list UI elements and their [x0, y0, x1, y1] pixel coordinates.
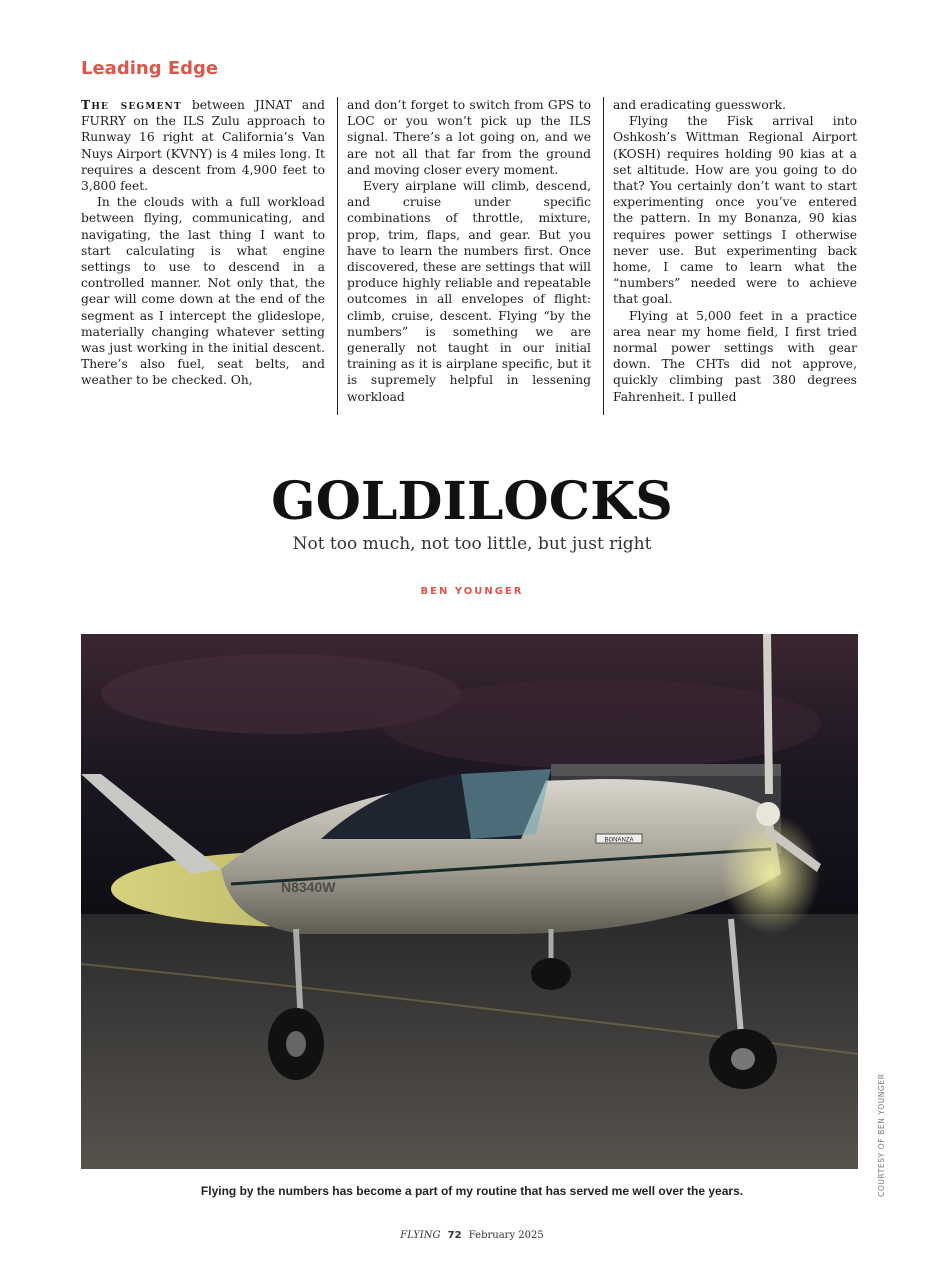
- lead-in: The segment: [81, 97, 182, 112]
- paragraph: and don’t forget to switch from GPS to LOC or you won’t pick up the ILS signal. There’s a lot going on, and we are not all that far from the ground and moving closer every moment.: [347, 98, 591, 177]
- paragraph-text: between JINAT and FURRY on the ILS Zulu approach to Runway 16 right at California’s Van Nuys Airport (KVNY) is 4 miles long. It requires a descent from 4,900 feet to 3,800 feet.: [81, 98, 325, 194]
- magazine-name: FLYING: [400, 1230, 441, 1241]
- photo-credit: COURTESY OF BEN YOUNGER: [877, 1073, 886, 1197]
- column-rule: [337, 97, 338, 415]
- right-gear-wheel: [531, 958, 571, 990]
- body-column-2: [347, 97, 591, 415]
- photo-caption: Flying by the numbers has become a part of my routine that has served me well over the years.: [200, 1184, 744, 1198]
- paragraph: Every airplane will climb, descend, and cruise under specific combinations of throttle, mixture, prop, trim, flaps, and gear. But you have to learn the numbers first. Once discovered, these are settings that will produce highly reliable and repeatable outcomes in all envelopes of flight: climb, cruise, descent. Flying “by the numbers” is something we are generally not taught in our initial training as it is airplane specific, but it is supremely helpful in lessening workload: [347, 179, 591, 404]
- airplane-illustration: [81, 634, 858, 1169]
- body-column-3: [613, 97, 857, 415]
- section-label: Leading Edge: [81, 58, 219, 79]
- paragraph: and eradicating guesswork.: [613, 98, 786, 112]
- byline: BEN YOUNGER: [420, 586, 524, 597]
- tail-number: N8340W: [281, 879, 336, 895]
- paragraph: In the clouds with a full workload between flying, communicating, and navigating, the last thing I want to start calculating is what engine settings to use to descend in a controlled manner. Not only that, the gear will come down at the end of the segment as I intercept the glideslope, materially changing whatever setting was just working in the initial descent. There’s also fuel, seat belts, and weather to be checked. Oh,: [81, 195, 325, 388]
- column-rule: [603, 97, 604, 415]
- page-number: 72: [447, 1230, 462, 1241]
- article-photo: [81, 634, 858, 1169]
- paragraph: Flying at 5,000 feet in a practice area near my home field, I first tried normal power settings with gear down. The CHTs did not approve, quickly climbing past 380 degrees Fahrenheit. I pulled: [613, 308, 857, 404]
- paragraph: Flying the Fisk arrival into Oshkosh’s Wittman Regional Airport (KOSH) requires holding 90 kias at a set altitude. How are you going to do that? You certainly don’t want to start experimenting once you’ve entered the pattern. In my Bonanza, 90 kias requires power settings I otherwise never use. But experimenting back home, I came to learn what the “numbers” needed were to achieve that goal.: [613, 114, 857, 307]
- issue-date: February 2025: [468, 1230, 544, 1241]
- article-headline: GOLDILOCKS: [271, 471, 673, 532]
- body-column-1: [81, 97, 325, 415]
- folio: [0, 1230, 944, 1241]
- article-deck: Not too much, not too little, but just right: [292, 534, 652, 554]
- paragraph: [81, 97, 325, 194]
- model-badge: BONANZA: [604, 837, 634, 844]
